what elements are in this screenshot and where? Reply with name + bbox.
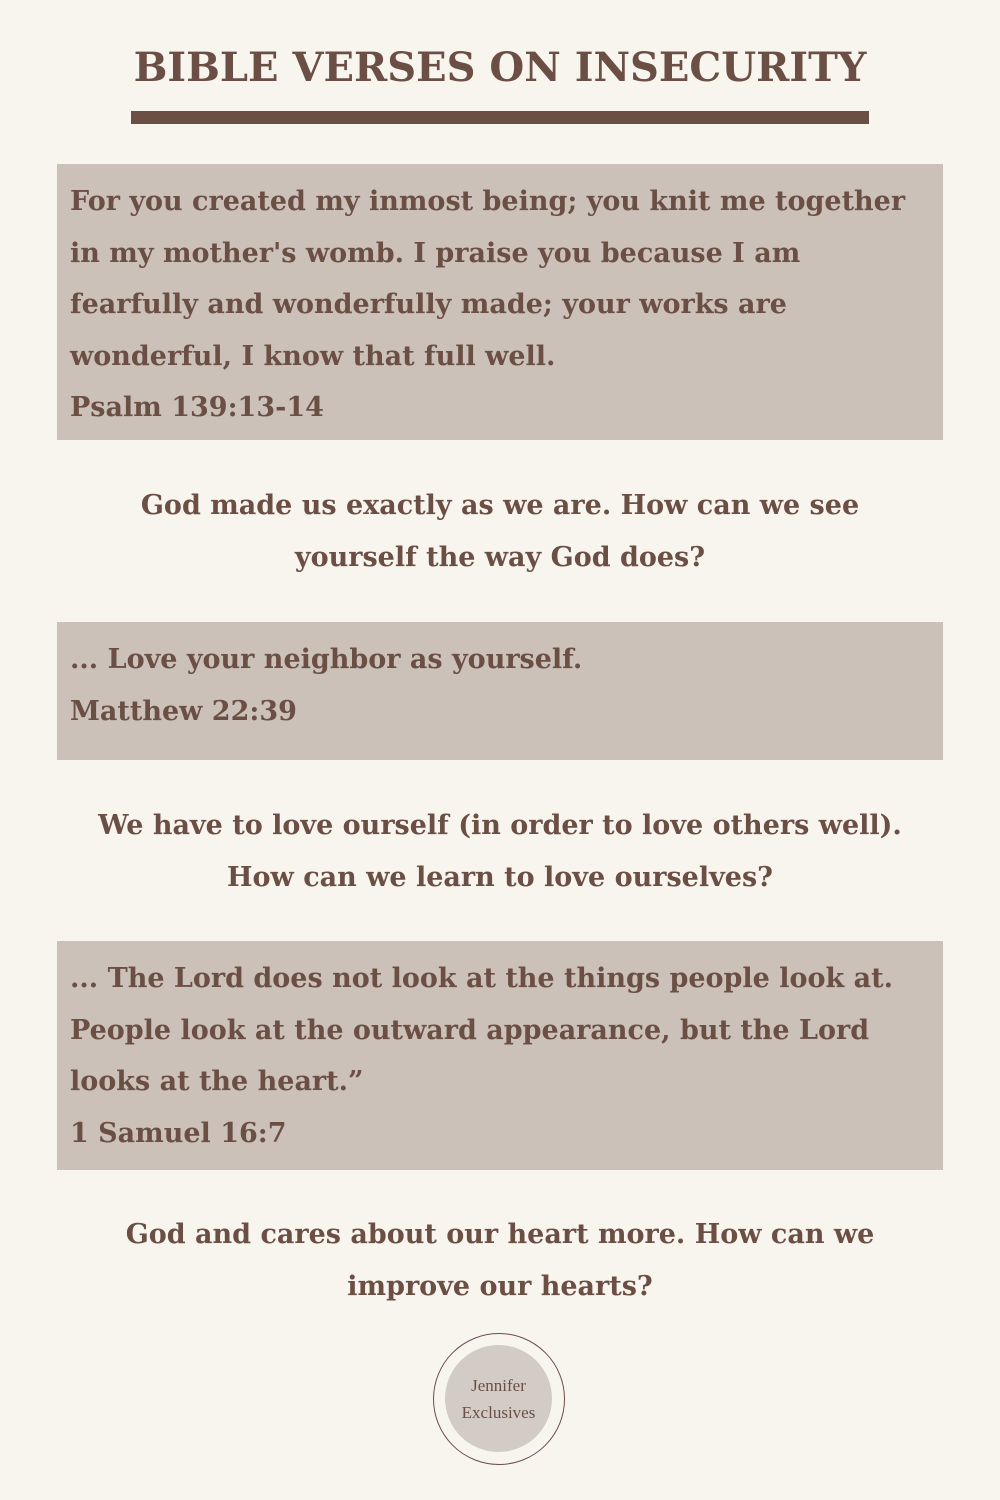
- question-line: How can we learn to love ourselves?: [227, 861, 773, 893]
- verse-reference: Matthew 22:39: [70, 695, 297, 727]
- verse-line: For you created my inmost being; you knit me together: [70, 186, 906, 217]
- question-line: yourself the way God does?: [294, 541, 706, 573]
- verse-box-samuel: [57, 941, 943, 1170]
- question-line: God made us exactly as we are. How can we see: [140, 490, 860, 521]
- question-line: God and cares about our heart more. How can we: [125, 1219, 875, 1250]
- verse-line: wonderful, I know that full well.: [70, 340, 556, 372]
- logo-badge: [445, 1345, 552, 1452]
- page-title: BIBLE VERSES ON INSECURITY: [133, 44, 867, 91]
- verse-reference: 1 Samuel 16:7: [70, 1117, 287, 1149]
- reflection-question: [0, 800, 1000, 903]
- verse-box-matthew: [57, 622, 943, 760]
- logo-line-1: Jennifer: [471, 1375, 526, 1395]
- logo-text: [445, 1345, 552, 1452]
- verse-line: ... The Lord does not look at the things people look at.: [70, 963, 893, 994]
- verse-reference: Psalm 139:13-14: [70, 392, 324, 423]
- logo-line-2: Exclusives: [461, 1402, 536, 1422]
- title-divider: [131, 111, 869, 124]
- reflection-question: [0, 1209, 1000, 1312]
- question-line: We have to love ourself (in order to love others well).: [98, 810, 902, 841]
- brand-logo: [433, 1333, 565, 1465]
- question-line: improve our hearts?: [347, 1270, 653, 1302]
- verse-line: People look at the outward appearance, but the Lord: [70, 1014, 870, 1046]
- verse-line: fearfully and wonderfully made; your works are: [70, 289, 787, 320]
- verse-line: looks at the heart.”: [70, 1066, 364, 1097]
- reflection-question: [0, 480, 1000, 583]
- verse-line: ... Love your neighbor as yourself.: [70, 644, 583, 675]
- verse-box-psalm: [57, 164, 943, 440]
- verse-line: in my mother's womb. I praise you because I am: [70, 237, 801, 269]
